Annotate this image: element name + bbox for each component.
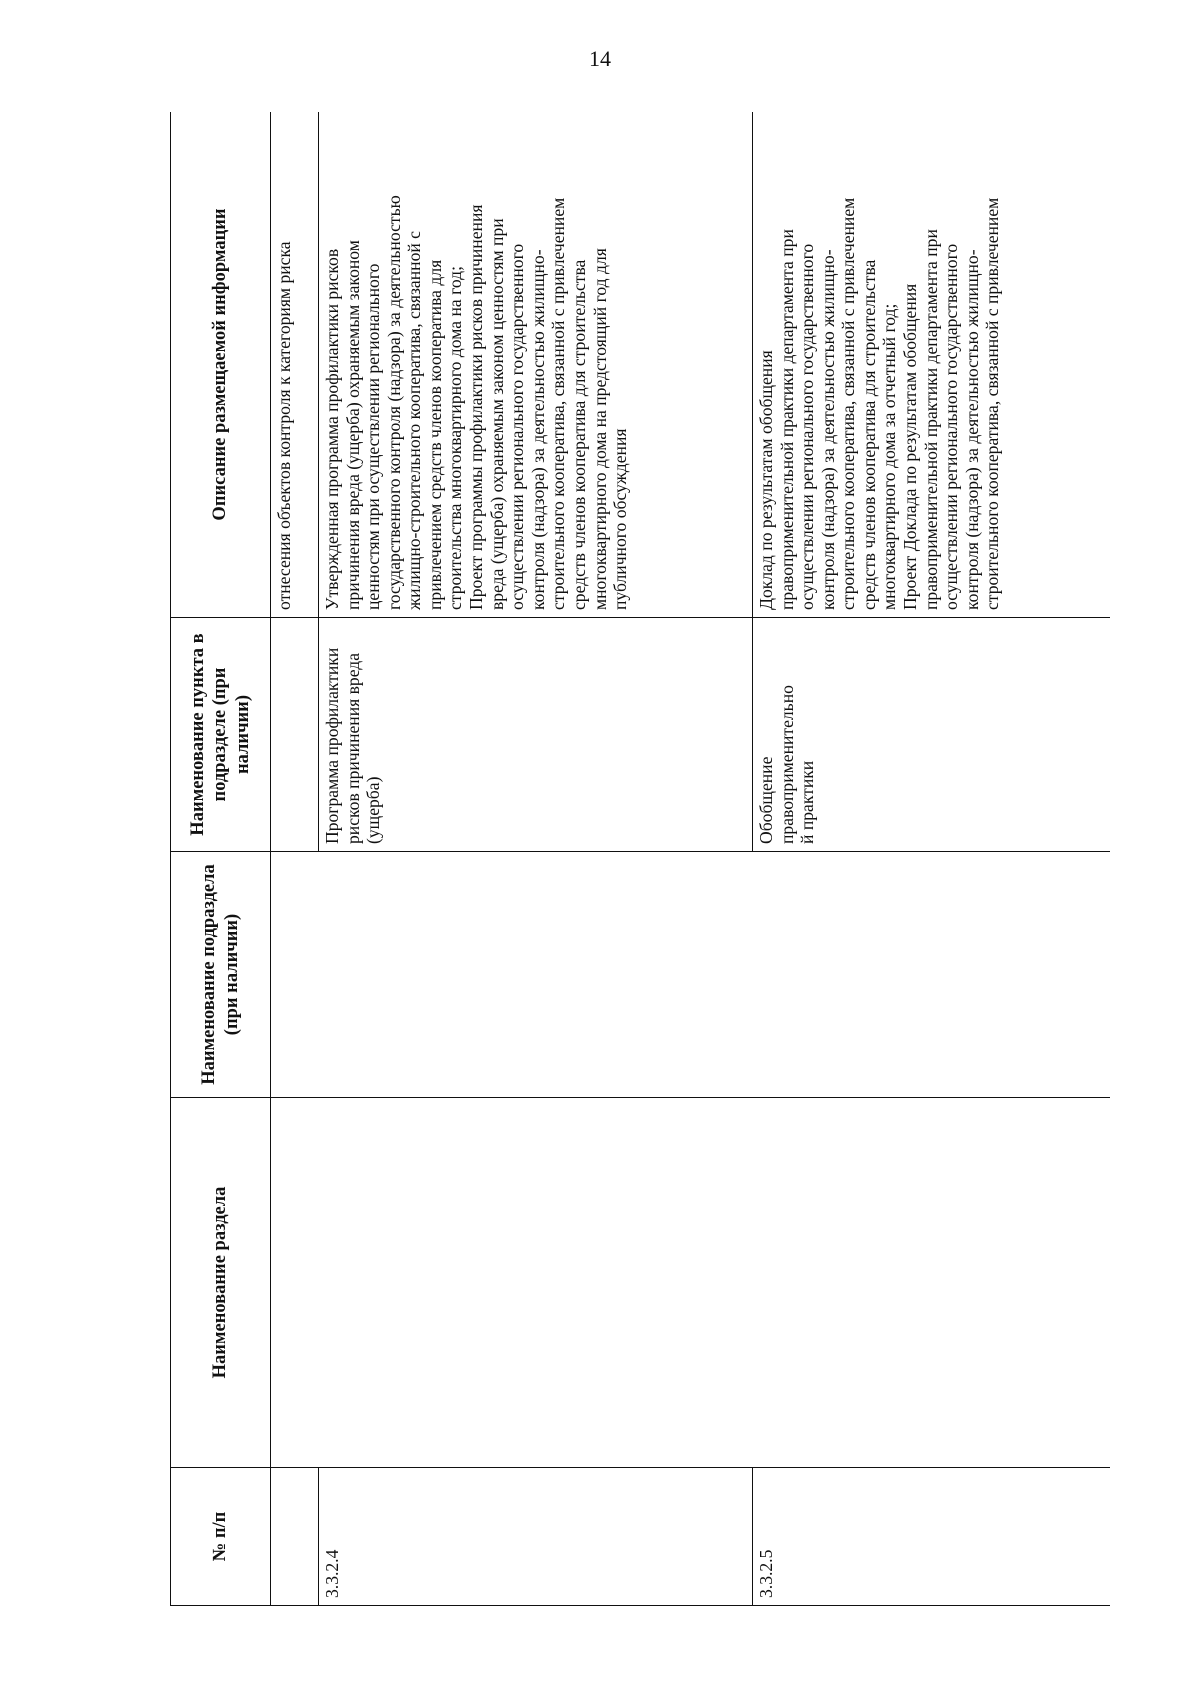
header-num: № п/п — [171, 1468, 271, 1606]
header-item: Наименование пункта в подразделе (при наличии) — [171, 618, 271, 852]
header-subsection: Наименование подраздела (при наличии) — [171, 852, 271, 1098]
item-line: Обобщение — [756, 756, 776, 844]
table-frame — [170, 112, 1110, 1606]
description-line: многоквартирного дома за отчетный год; — [879, 303, 900, 610]
cell-description: отнесения объектов контроля к категориям риска — [271, 112, 319, 618]
description-line: привлечением средств членов кооператива для — [424, 259, 445, 610]
description-line: осуществлении регионального государственного — [941, 243, 962, 610]
description-line: строительного кооператива, связанной с привлечением — [982, 197, 1003, 610]
description-line: строительства многоквартирного дома на год; — [445, 266, 466, 610]
page-number: 14 — [589, 46, 611, 71]
description-line: публичного обсуждения — [610, 428, 631, 610]
description-line: Доклад по результатам обобщения — [756, 350, 776, 610]
description-line: контроля (надзора) за деятельностью жилищно- — [961, 249, 982, 610]
cell-item: Программа профилактики рисков причинения вреда (ущерба) — [319, 618, 753, 852]
description-line: правоприменительной практики департамента при — [920, 229, 941, 610]
description-line: строительного кооператива, связанной с привлечением — [838, 197, 859, 610]
cell-description — [753, 112, 1111, 618]
cell-section — [271, 1098, 1111, 1468]
description-line: Утвержденная программа профилактики рисков — [322, 248, 342, 610]
description-line: Проект Доклада по результатам обобщения — [900, 283, 921, 610]
description-line: контроля (надзора) за деятельностью жилищно- — [527, 249, 548, 610]
cell-num — [271, 1468, 319, 1606]
cell-description — [319, 112, 753, 618]
description-line: причинения вреда (ущерба) охраняемым законом — [342, 240, 363, 610]
description-line: правоприменительной практики департамента при — [776, 229, 797, 610]
table-row-continuation — [271, 112, 319, 1606]
rotated-table-container — [170, 112, 1110, 1606]
description-line: осуществлении регионального государственного — [797, 243, 818, 610]
description-line: жилищно-строительного кооператива, связанной с — [404, 231, 425, 610]
item-line: й практики — [797, 760, 818, 844]
cell-num: 3.3.2.5 — [753, 1468, 1111, 1606]
table-header-row — [171, 112, 271, 1606]
cell-item — [753, 618, 1111, 852]
description-line: средств членов кооператива для строительства — [858, 259, 879, 610]
description-line: средств членов кооператива для строительства — [568, 259, 589, 610]
description-line: многоквартирного дома на предстоящий год для — [589, 248, 610, 610]
info-table — [170, 112, 1110, 1606]
description-line: контроля (надзора) за деятельностью жилищно- — [817, 249, 838, 610]
description-line: Проект программы профилактики рисков причинения — [466, 204, 487, 610]
cell-item — [271, 618, 319, 852]
item-line: правоприменительно — [776, 685, 797, 844]
description-line: вреда (ущерба) охраняемым законом ценностям при — [486, 218, 507, 610]
description-line: осуществлении регионального государственного — [507, 243, 528, 610]
cell-subsection — [271, 852, 1111, 1098]
description-line: государственного контроля (надзора) за деятельностью — [383, 195, 404, 610]
header-section: Наименование раздела — [171, 1098, 271, 1468]
description-line: строительного кооператива, связанной с привлечением — [548, 197, 569, 610]
cell-num: 3.3.2.4 — [319, 1468, 753, 1606]
header-description: Описание размещаемой информации — [171, 112, 271, 618]
description-line: ценностям при осуществлении регионального — [363, 263, 384, 610]
